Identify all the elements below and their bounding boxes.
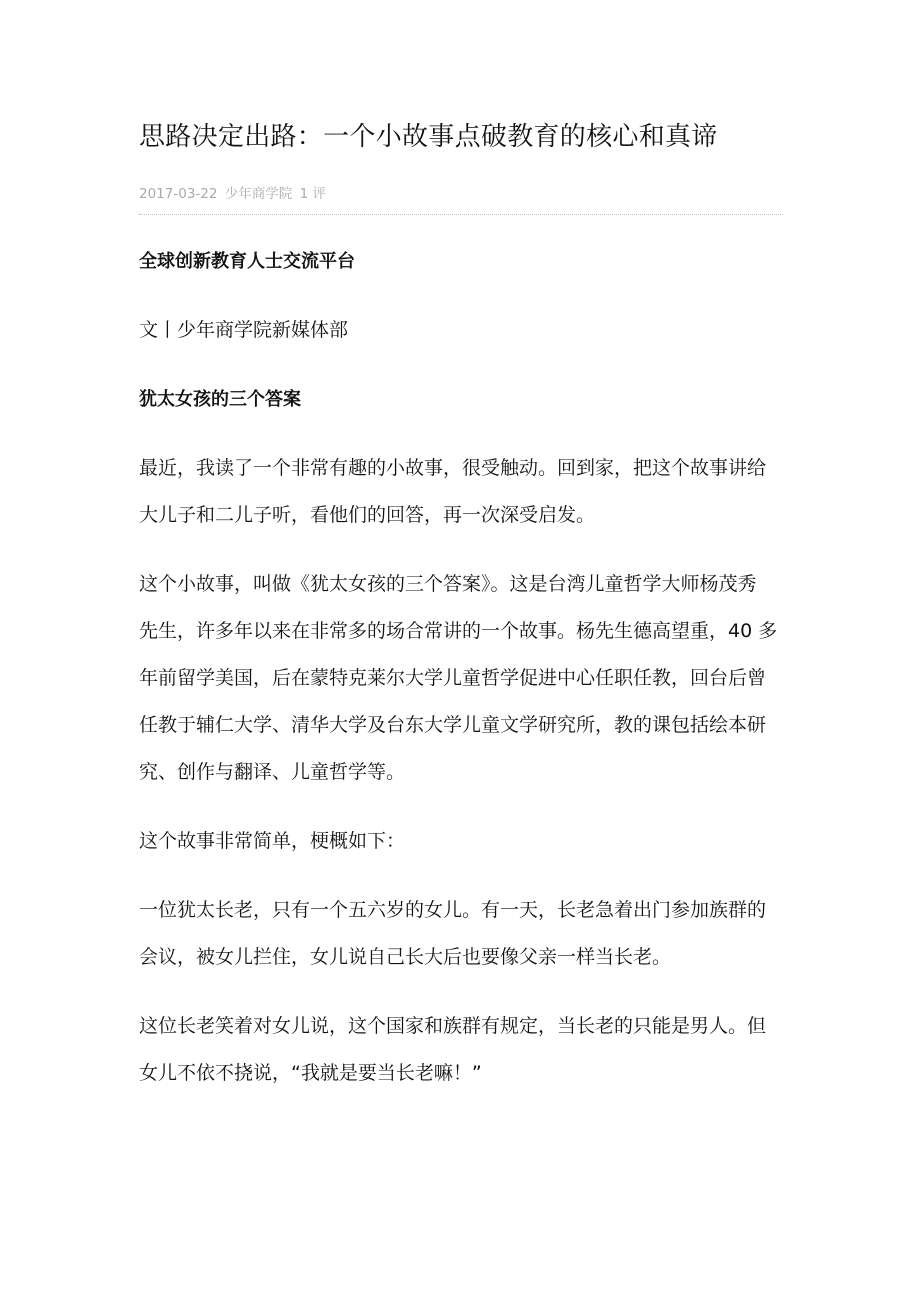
- article-meta: [139, 182, 329, 202]
- text-line: 究、创作与翻译、儿童哲学等。: [139, 761, 406, 783]
- paragraph: [139, 1003, 799, 1097]
- paragraph: [139, 445, 799, 539]
- paragraph: [139, 307, 799, 354]
- text-line: 年前留学美国，后在蒙特克莱尔大学儿童哲学促进中心任职任教，回台后曾: [139, 667, 767, 689]
- text-line: 这个故事非常简单，梗概如下：: [139, 830, 406, 852]
- paragraph: [139, 818, 799, 865]
- text-line: 先生，许多年以来在非常多的场合常讲的一个故事。杨先生德高望重，40 多: [139, 620, 778, 642]
- author-link[interactable]: 少年商学院: [224, 186, 293, 202]
- text-line: 大儿子和二儿子听，看他们的回答，再一次深受启发。: [139, 504, 596, 526]
- section-heading: [139, 376, 799, 423]
- comment-count[interactable]: 1 评: [299, 186, 326, 202]
- text-line: 最近，我读了一个非常有趣的小故事，很受触动。回到家，把这个故事讲给: [139, 457, 767, 479]
- paragraph: [139, 887, 799, 981]
- text-line: 文丨少年商学院新媒体部: [139, 319, 349, 341]
- paragraph: [139, 561, 799, 796]
- article-body: [139, 238, 799, 1119]
- section-heading: [139, 238, 799, 285]
- text-line: 任教于辅仁大学、清华大学及台东大学儿童文学研究所，教的课包括绘本研: [139, 714, 767, 736]
- text-line: 一位犹太长老，只有一个五六岁的女儿。有一天，长老急着出门参加族群的: [139, 899, 767, 921]
- text-line: 女儿不依不挠说，“我就是要当长老嘛！”: [139, 1062, 482, 1084]
- publish-date: 2017-03-22: [139, 186, 218, 202]
- divider: [139, 214, 783, 215]
- text-line: 这个小故事，叫做《犹太女孩的三个答案》。这是台湾儿童哲学大师杨茂秀: [139, 573, 757, 595]
- text-line: 犹太女孩的三个答案: [139, 389, 301, 410]
- article-title: 思路决定出路：一个小故事点破教育的核心和真谛: [139, 122, 718, 152]
- text-line: 全球创新教育人士交流平台: [139, 251, 355, 272]
- text-line: 这位长老笑着对女儿说，这个国家和族群有规定，当长老的只能是男人。但: [139, 1015, 767, 1037]
- text-line: 会议，被女儿拦住，女儿说自己长大后也要像父亲一样当长老。: [139, 946, 672, 968]
